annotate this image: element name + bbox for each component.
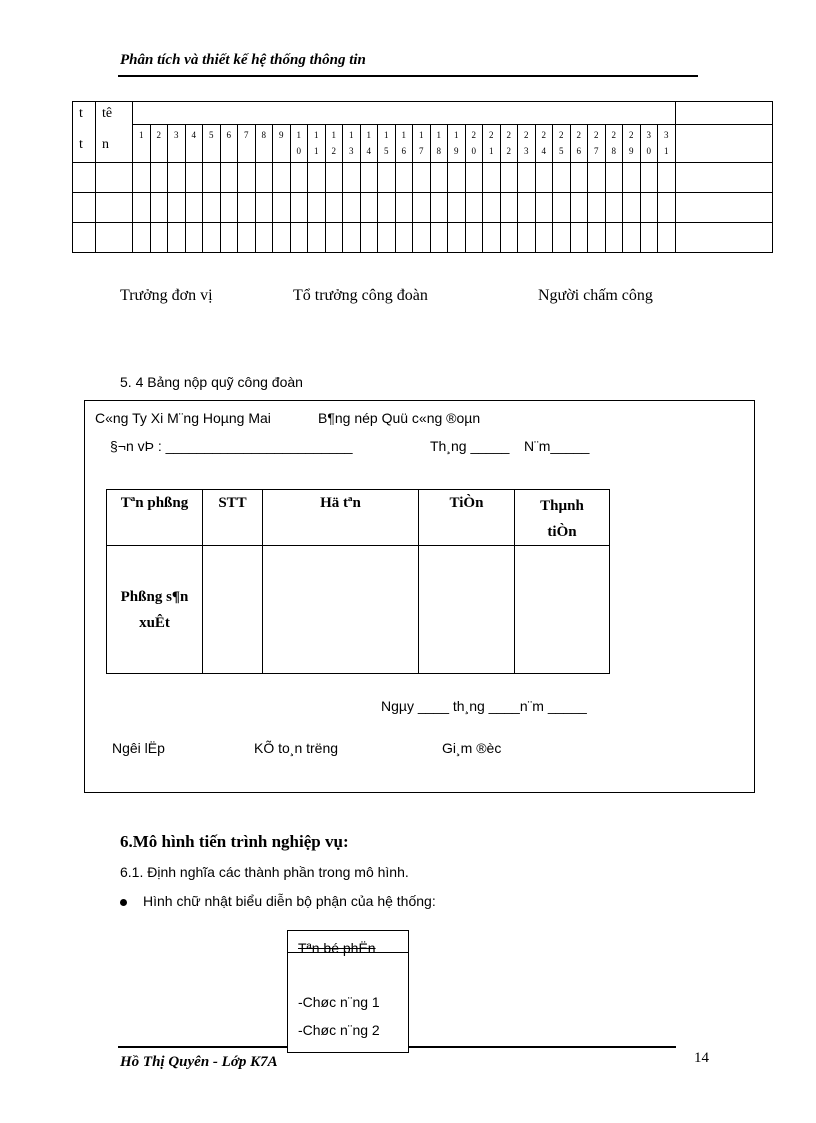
table-cell: [395, 223, 413, 253]
table-cell: [238, 193, 256, 223]
table-cell: [570, 193, 588, 223]
sig-timekeeper: Người chấm công: [538, 287, 653, 304]
table-cell: [675, 223, 772, 253]
table-cell: [360, 223, 378, 253]
fund-col-stt: STT: [203, 490, 263, 546]
table-cell: [500, 193, 518, 223]
table-cell: [343, 223, 361, 253]
table-cell: [430, 163, 448, 193]
table-cell: [535, 163, 553, 193]
fund-col-name: Hä tªn: [263, 490, 419, 546]
days-header-span: [133, 102, 676, 125]
table-cell: [168, 223, 186, 253]
table-cell: [483, 163, 501, 193]
fund-cell: [263, 546, 419, 674]
table-cell: [96, 163, 133, 193]
table-cell: [325, 223, 343, 253]
table-cell: [255, 223, 273, 253]
table-cell: [518, 223, 536, 253]
day-column-header: 2 2: [500, 125, 518, 163]
table-cell: [553, 163, 571, 193]
table-cell: [168, 193, 186, 223]
fund-row-production: Phßng s¶n xuÊt: [107, 546, 203, 674]
table-cell: [308, 223, 326, 253]
day-column-header: 1 2: [325, 125, 343, 163]
day-column-header: 1 7: [413, 125, 431, 163]
fund-cell: [515, 546, 610, 674]
table-cell: [623, 163, 641, 193]
table-cell: [185, 193, 203, 223]
day-column-header: 2 7: [588, 125, 606, 163]
day-column-header: 2 1: [483, 125, 501, 163]
table-cell: [500, 163, 518, 193]
table-cell: [448, 193, 466, 223]
sig-union-head: Tổ trưởng công đoàn: [293, 287, 428, 304]
table-cell: [518, 193, 536, 223]
table-cell: [343, 193, 361, 223]
day-column-header: 2 5: [553, 125, 571, 163]
table-cell: [535, 223, 553, 253]
fund-month-label: Th¸ng _____: [430, 438, 510, 454]
table-cell: [413, 193, 431, 223]
attendance-table: [72, 101, 773, 253]
section-6-title: 6.Mô hình tiến trình nghiệp vụ:: [120, 832, 349, 851]
table-cell: [605, 163, 623, 193]
fund-cell: [203, 546, 263, 674]
table-cell: [658, 163, 676, 193]
section-5-4-title: 5. 4 Bảng nộp quỹ công đoàn: [120, 374, 303, 390]
dept-name: Tªn bé phËn: [298, 940, 376, 956]
fund-col-room: Tªn phßng: [107, 490, 203, 546]
table-cell: [658, 223, 676, 253]
fund-col-total: Thµnh tiÒn: [515, 490, 610, 546]
table-cell: [203, 193, 221, 223]
table-cell: [255, 193, 273, 223]
table-cell: [203, 163, 221, 193]
table-cell: [640, 223, 658, 253]
table-cell: [378, 163, 396, 193]
table-cell: [570, 223, 588, 253]
table-cell: [203, 223, 221, 253]
table-cell: [220, 163, 238, 193]
table-cell: [430, 223, 448, 253]
table-cell: [73, 223, 96, 253]
day-column-header: 1 1: [308, 125, 326, 163]
day-column-header: 8: [255, 125, 273, 163]
table-cell: [413, 223, 431, 253]
table-cell: [150, 223, 168, 253]
dept-func-1: -Chøc n¨ng 1: [298, 994, 380, 1010]
table-cell: [360, 163, 378, 193]
day-column-header: 1 8: [430, 125, 448, 163]
table-cell: [73, 163, 96, 193]
table-row: [73, 193, 773, 223]
table-cell: [133, 163, 151, 193]
day-column-header: 3: [168, 125, 186, 163]
day-column-header: 1 4: [360, 125, 378, 163]
table-cell: [290, 193, 308, 223]
table-cell: [96, 223, 133, 253]
fund-year-label: N¨m_____: [524, 438, 590, 454]
table-cell: [395, 193, 413, 223]
day-column-header: 4: [185, 125, 203, 163]
table-cell: [483, 223, 501, 253]
col-name-header: tê n: [96, 102, 133, 163]
table-cell: [500, 223, 518, 253]
table-cell: [395, 163, 413, 193]
table-cell: [518, 163, 536, 193]
day-column-header: 2: [150, 125, 168, 163]
fund-col-amount: TiÒn: [419, 490, 515, 546]
day-column-header: 7: [238, 125, 256, 163]
table-cell: [308, 193, 326, 223]
day-column-header: 1 0: [290, 125, 308, 163]
table-cell: [290, 223, 308, 253]
day-column-header: 2 0: [465, 125, 483, 163]
table-cell: [96, 193, 133, 223]
table-cell: [255, 163, 273, 193]
day-column-header: 2 8: [605, 125, 623, 163]
section-6-1: 6.1. Định nghĩa các thành phần trong mô hình.: [120, 864, 409, 880]
extra-col: [675, 125, 772, 163]
fund-unit-label: §¬n vÞ : ________________________: [110, 438, 353, 454]
table-cell: [605, 193, 623, 223]
table-cell: [448, 163, 466, 193]
table-cell: [413, 163, 431, 193]
table-cell: [465, 223, 483, 253]
bullet-item: Hình chữ nhật biểu diễn bộ phận của hệ thống:: [120, 893, 436, 909]
fund-company: C«ng Ty Xi M¨ng Hoµng Mai: [95, 410, 271, 426]
table-row: [73, 223, 773, 253]
fund-table: [106, 489, 610, 674]
table-cell: [483, 193, 501, 223]
table-cell: [605, 223, 623, 253]
table-cell: [308, 163, 326, 193]
table-cell: [465, 163, 483, 193]
table-cell: [675, 163, 772, 193]
fund-signer-director: Gi¸m ®èc: [442, 740, 502, 756]
bullet-icon: [120, 899, 127, 906]
table-cell: [238, 223, 256, 253]
table-cell: [378, 223, 396, 253]
table-cell: [185, 163, 203, 193]
day-column-header: 5: [203, 125, 221, 163]
day-column-header: 1 9: [448, 125, 466, 163]
table-cell: [273, 163, 291, 193]
day-column-header: 2 9: [623, 125, 641, 163]
table-cell: [168, 163, 186, 193]
header-rule: [118, 75, 698, 77]
table-cell: [133, 223, 151, 253]
day-column-header: 3 1: [658, 125, 676, 163]
table-cell: [150, 193, 168, 223]
table-cell: [640, 193, 658, 223]
table-cell: [553, 223, 571, 253]
day-column-header: 1 5: [378, 125, 396, 163]
day-column-header: 1: [133, 125, 151, 163]
day-column-header: 6: [220, 125, 238, 163]
fund-signer-preparer: Ngêi lËp: [112, 740, 165, 756]
page-number: 14: [694, 1050, 709, 1066]
table-cell: [150, 163, 168, 193]
table-cell: [430, 193, 448, 223]
day-column-header: 9: [273, 125, 291, 163]
table-cell: [588, 193, 606, 223]
table-cell: [553, 193, 571, 223]
page-header-title: Phân tích và thiết kế hệ thống thông tin: [120, 52, 366, 68]
table-cell: [623, 223, 641, 253]
day-column-header: 1 3: [343, 125, 361, 163]
table-cell: [675, 193, 772, 223]
day-column-header: 1 6: [395, 125, 413, 163]
table-cell: [448, 223, 466, 253]
col-stt-header: t t: [73, 102, 96, 163]
footer-author: Hồ Thị Quyên - Lớp K7A: [120, 1054, 278, 1070]
table-cell: [378, 193, 396, 223]
table-cell: [185, 223, 203, 253]
table-cell: [640, 163, 658, 193]
table-cell: [325, 193, 343, 223]
day-column-header: 2 6: [570, 125, 588, 163]
fund-date-line: Ngµy ____ th¸ng ____n¨m _____: [381, 698, 587, 714]
fund-signer-accountant: KÕ to¸n trëng: [254, 740, 339, 756]
table-cell: [588, 163, 606, 193]
table-row: [73, 163, 773, 193]
table-cell: [658, 193, 676, 223]
fund-form-title: B¶ng nép Quü c«ng ®oµn: [318, 410, 481, 426]
table-cell: [535, 193, 553, 223]
table-cell: [588, 223, 606, 253]
table-cell: [273, 193, 291, 223]
table-cell: [325, 163, 343, 193]
table-cell: [73, 193, 96, 223]
table-cell: [465, 193, 483, 223]
extra-col: [675, 102, 772, 125]
table-cell: [623, 193, 641, 223]
day-column-header: 3 0: [640, 125, 658, 163]
sig-unit-head: Trưởng đơn vị: [120, 287, 213, 304]
day-column-header: 2 3: [518, 125, 536, 163]
table-cell: [220, 223, 238, 253]
table-cell: [220, 193, 238, 223]
table-cell: [133, 193, 151, 223]
table-cell: [360, 193, 378, 223]
table-cell: [570, 163, 588, 193]
day-column-header: 2 4: [535, 125, 553, 163]
table-cell: [273, 223, 291, 253]
fund-cell: [419, 546, 515, 674]
dept-func-2: -Chøc n¨ng 2: [298, 1022, 380, 1038]
table-cell: [290, 163, 308, 193]
table-cell: [238, 163, 256, 193]
table-cell: [343, 163, 361, 193]
